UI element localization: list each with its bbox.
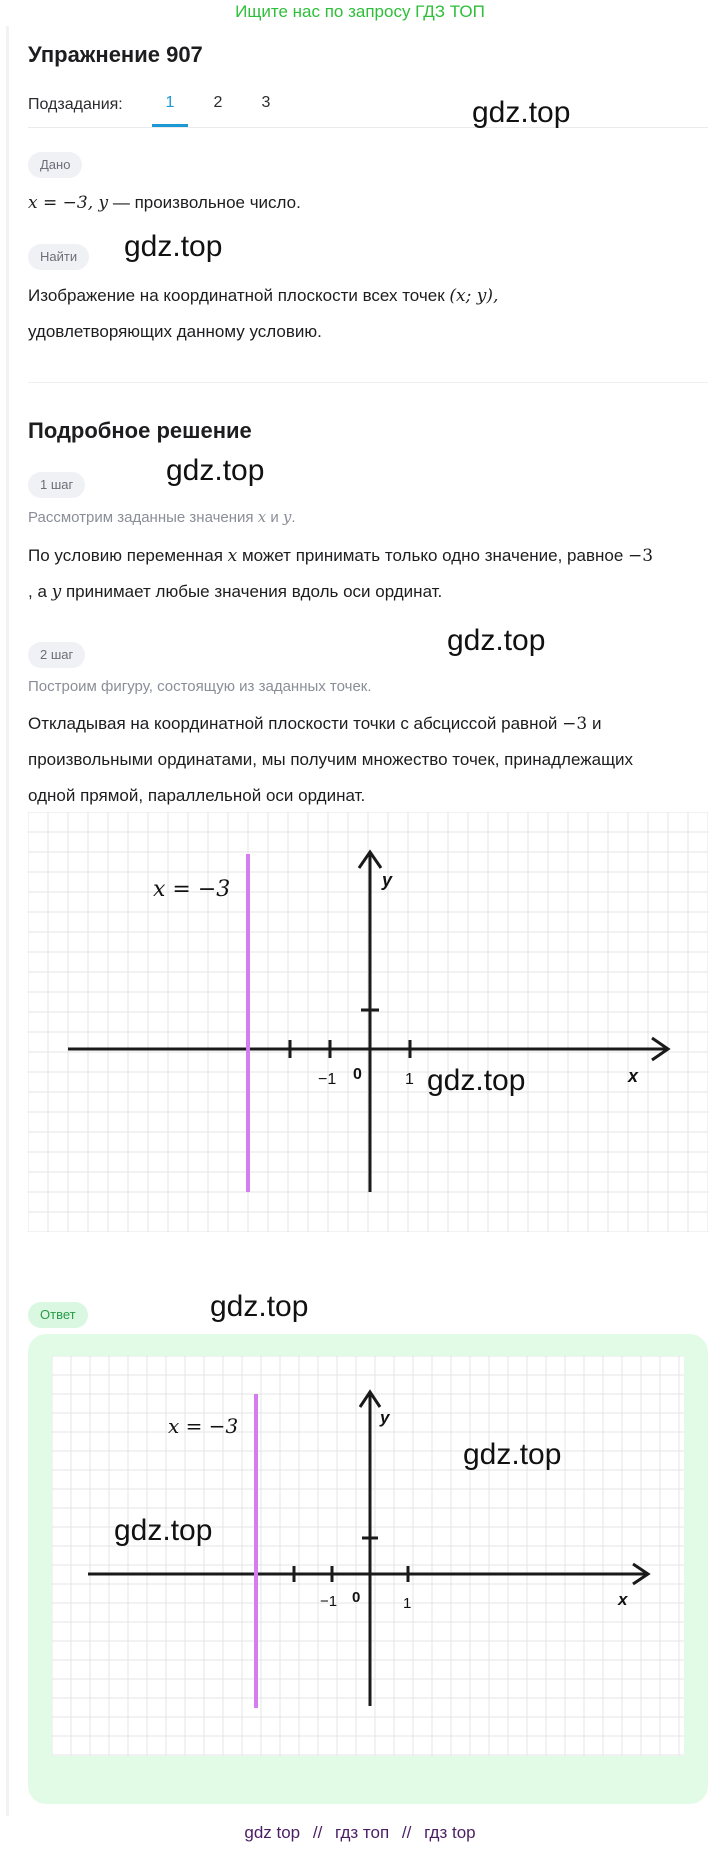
step2-p1-val: −3 [562,714,588,734]
watermark: gdz.top [463,1438,562,1471]
answer-graph [52,1356,684,1756]
step1-para-line1 [28,538,708,574]
tick-label-minus1: −1 [318,1071,337,1088]
watermark: gdz.top [210,1290,309,1323]
footer-sep: // [312,1823,323,1842]
step1-p1-x: x [227,546,238,566]
answer-origin-label: 0 [352,1589,361,1606]
step1-hint-y: y [282,508,292,526]
exercise-title: Упражнение 907 [28,42,203,67]
find-line1-text: Изображение на координатной плоскости всех точек [28,286,450,305]
origin-label: 0 [353,1066,362,1083]
graph-grid [28,812,708,1232]
find-line1-math: (x; y), [449,286,499,306]
footer-sep: // [401,1823,412,1842]
step1-chip: 1 шаг [28,472,85,498]
watermark: gdz.top [166,454,265,487]
step2-para-line3: одной прямой, параллельной оси ординат. [28,786,366,805]
step2-chip: 2 шаг [28,642,85,668]
find-text-line1 [28,278,708,314]
watermark: gdz.top [427,1064,526,1097]
footer-link-2[interactable]: гдз топ [335,1823,390,1842]
answer-tick-label-1: 1 [403,1595,412,1612]
watermark: gdz.top [472,96,571,129]
given-math: x = −3, y [28,193,109,213]
step1-hint [28,508,296,526]
step1-p2-a: , а [28,582,52,601]
step1-hint-end: . [291,509,296,526]
answer-line-label: x = −3 [168,1414,239,1438]
step1-p1-a: По условию переменная [28,546,228,565]
step1-p2-b: принимает любые значения вдоль оси ординат. [61,582,443,601]
line-label: x = −3 [153,877,231,902]
watermark: gdz.top [124,230,223,263]
tab-subtask-2[interactable]: 2 [213,94,223,111]
given-chip: Дано [28,152,82,178]
subtasks-label: Подзадания: [28,96,123,113]
step1-hint-text: Рассмотрим заданные значения [28,509,258,526]
tab-subtask-1[interactable]: 1 [152,94,188,127]
subtasks-tabs [28,92,708,128]
answer-chip: Ответ [28,1302,88,1328]
top-banner[interactable]: Ищите нас по запросу ГДЗ ТОП [235,2,485,21]
find-chip: Найти [28,244,89,270]
solution-title: Подробное решение [28,418,252,443]
step2-p1-a: Откладывая на координатной плоскости точки с абсциссой равной [28,714,563,733]
x-axis-label: x [628,1066,639,1086]
footer-link-3[interactable]: гдз top [424,1823,476,1842]
footer-links [0,1818,720,1848]
y-axis-label: y [382,870,393,890]
divider [28,382,708,383]
step2-para-line2: произвольными ординатами, мы получим множество точек, принадлежащих [28,750,634,769]
tab-subtask-3[interactable]: 3 [261,94,271,111]
given-desc: — произвольное число. [108,193,301,212]
tick-label-1: 1 [405,1071,414,1088]
step1-hint-and: и [266,509,283,526]
answer-graph-svg [52,1356,684,1756]
given-text [28,185,708,221]
step1-hint-x: x [257,508,267,526]
step2-para-line1 [28,706,708,742]
watermark: gdz.top [114,1514,213,1547]
watermark: gdz.top [447,624,546,657]
find-text-line2: удовлетворяющих данному условию. [28,322,322,341]
answer-y-axis-label: y [380,1408,390,1427]
answer-tick-label-minus1: −1 [320,1593,338,1610]
step1-para-line2 [28,574,708,610]
answer-x-axis-label: x [618,1590,628,1609]
step1-p1-val: −3 [628,546,654,566]
step1-p2-y: y [51,582,62,602]
step2-hint: Построим фигуру, состоящую из заданных точек. [28,678,372,695]
solution-graph-svg [28,812,708,1232]
step2-p1-b: и [587,714,602,733]
footer-link-1[interactable]: gdz top [244,1823,301,1842]
step1-p1-b: может принимать только одно значение, равное [237,546,629,565]
solution-graph [28,812,708,1232]
